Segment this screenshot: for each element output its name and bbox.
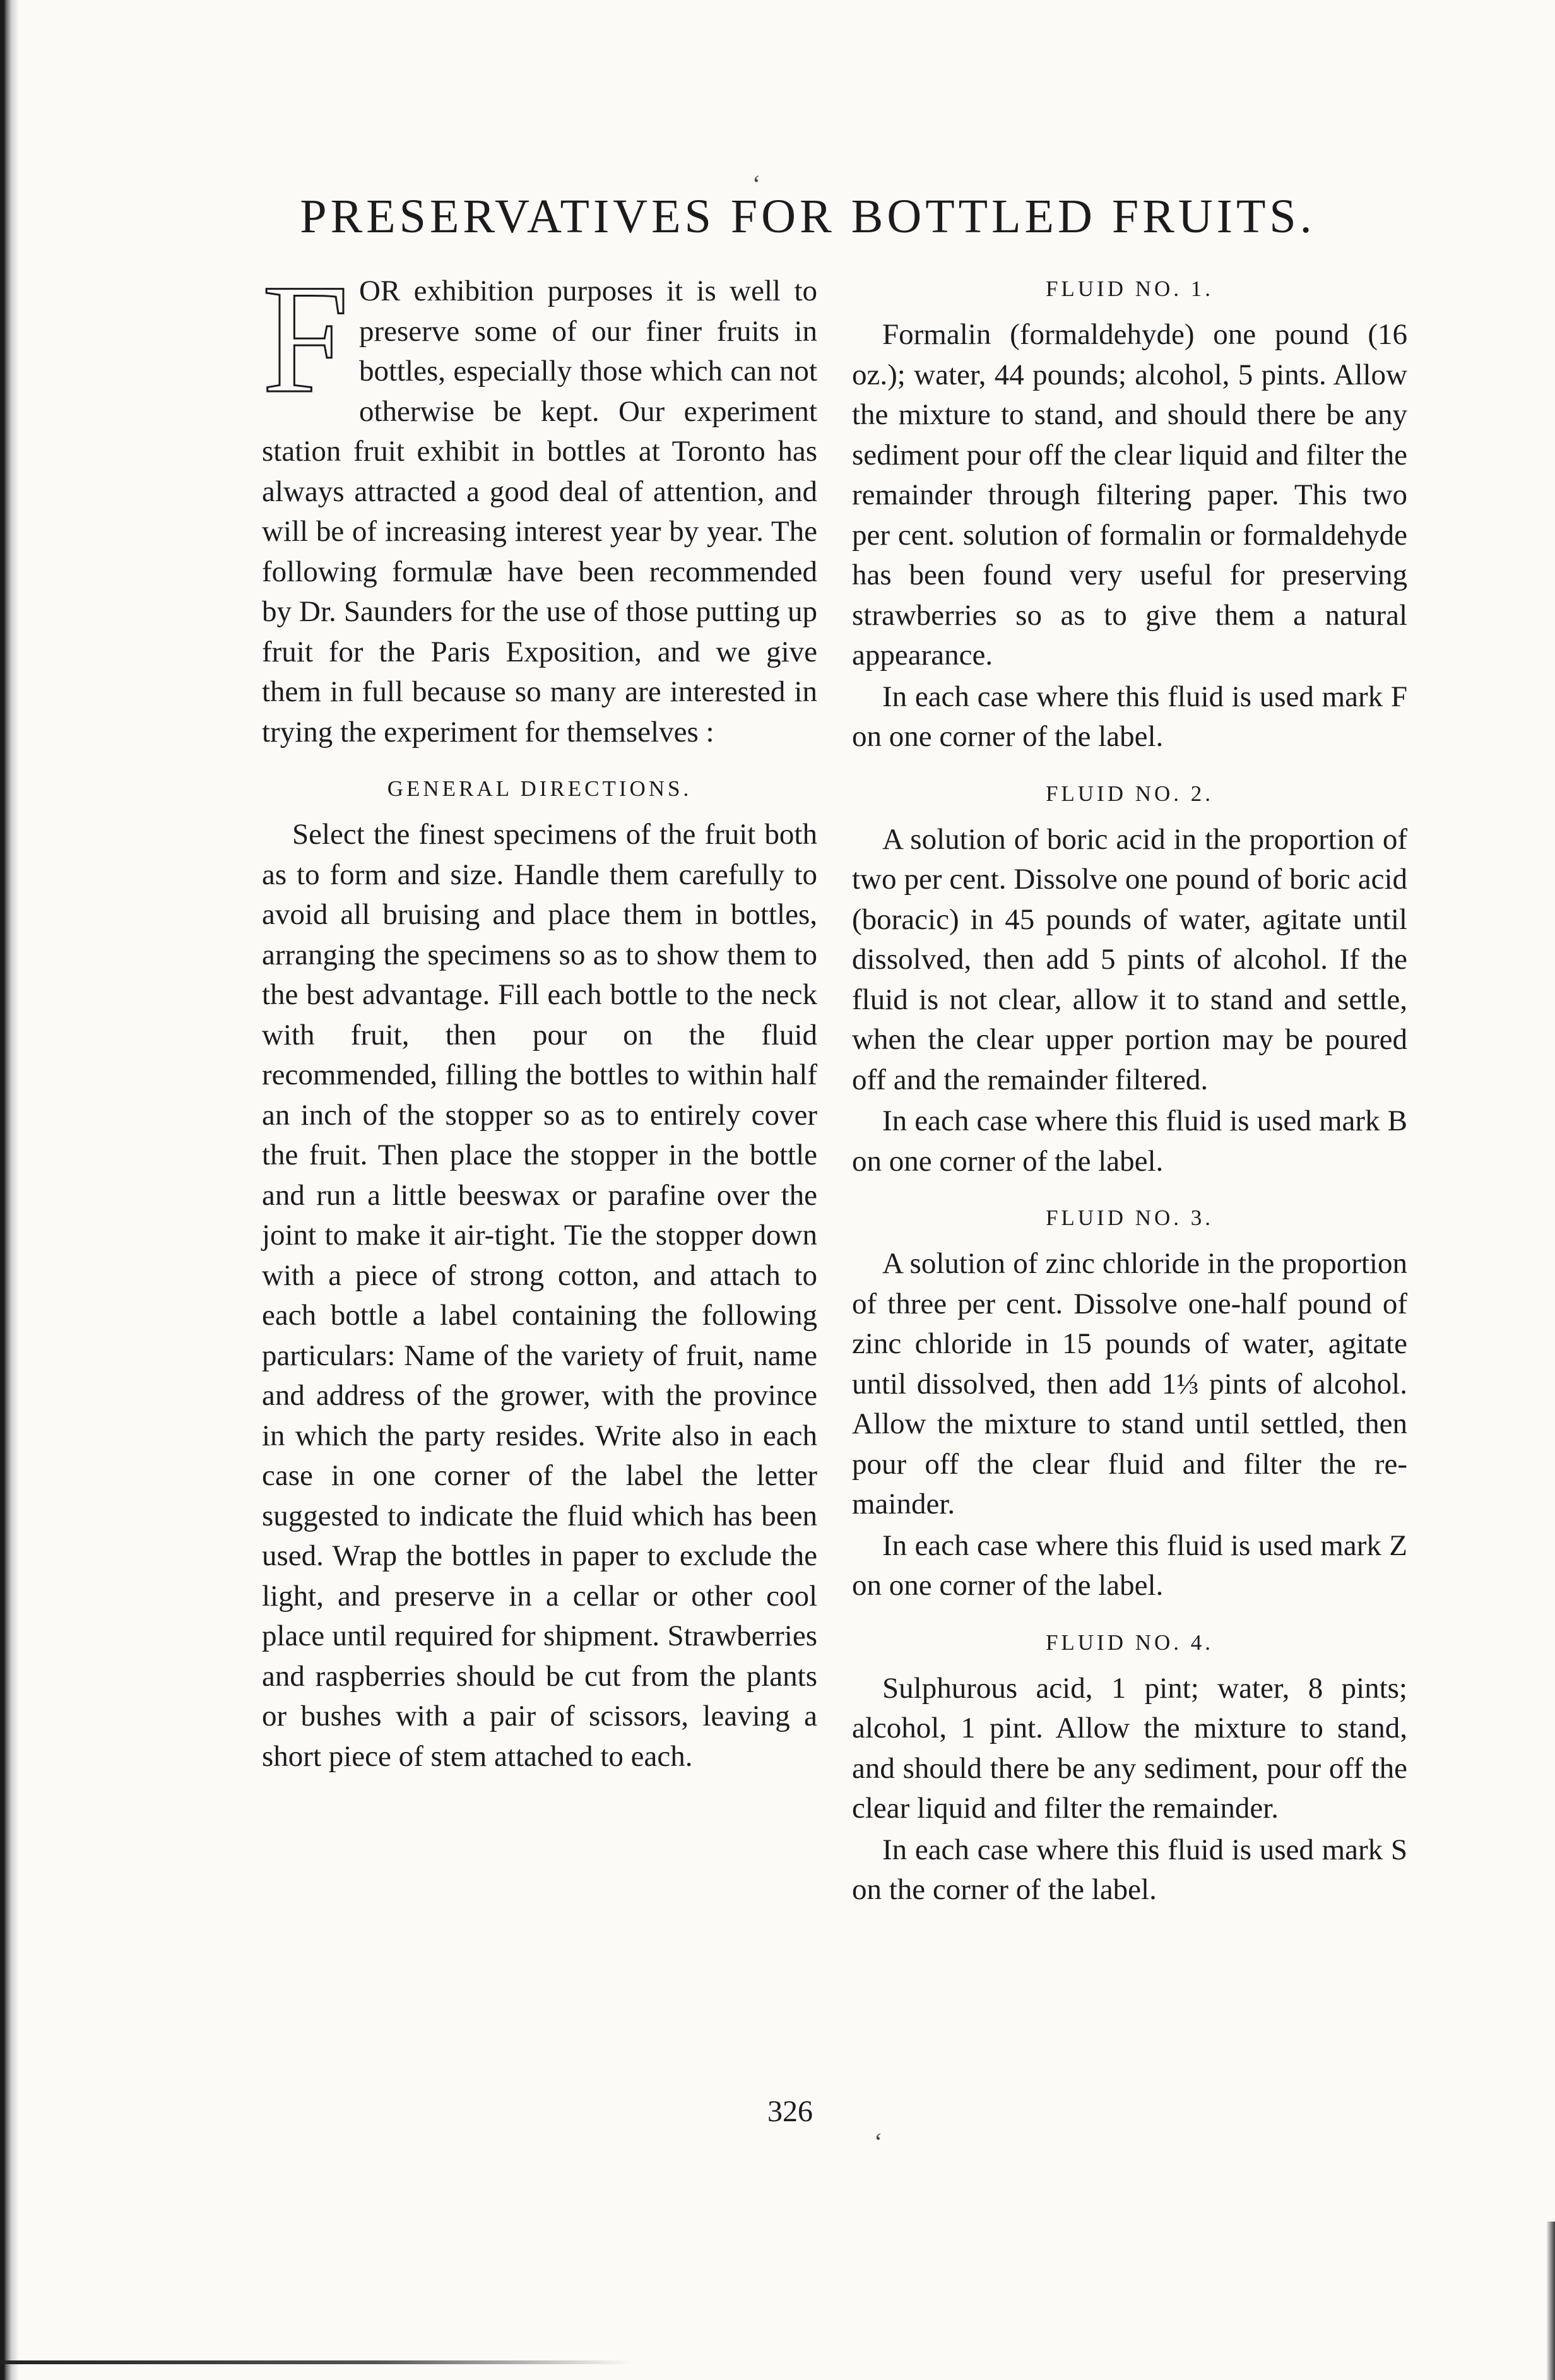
- left-binding-edge: [0, 0, 19, 2380]
- right-column: [852, 271, 1407, 1912]
- page-title: PRESERVATIVES FOR BOTTLED FRUITS.: [300, 190, 1316, 243]
- bottom-scan-edge: [0, 2360, 631, 2364]
- fluid-1-paragraph: Formalin (formaldehyde) one pound (16 oz.); water, 44 pounds; alcohol, 5 pints. Allow the mixture to stand, and should there be any sediment pour off the clear liquid and filter the remainder through filtering paper. This two per cent. solution of formalin or formaldehyde has been found very useful for preserving strawberries so as to give them a natural appearance.: [852, 318, 1407, 672]
- drop-cap: F: [262, 252, 349, 425]
- fluid-3-paragraph: A solution of zinc chloride in the proportion of three per cent. Dissolve one-half pound of zinc chloride in 15 pounds of water, agitate until dissolved, then add 1⅓ pints of alcohol. Allow the mixture to stand until settled, then pour off the clear fluid and filter the remainder.: [852, 1247, 1407, 1520]
- intro-paragraph: [262, 252, 817, 752]
- section-heading-fluid-4: FLUID NO. 4.: [1045, 1630, 1214, 1655]
- fluid-4-mark-paragraph: In each case where this fluid is used mark S on the corner of the label.: [852, 1833, 1407, 1906]
- section-heading-fluid-3: FLUID NO. 3.: [1045, 1205, 1214, 1230]
- page-number: 326: [767, 2095, 813, 2128]
- fluid-2-mark-paragraph: In each case where this fluid is used mark B on one corner of the label.: [852, 1104, 1407, 1178]
- section-heading-fluid-2: FLUID NO. 2.: [1045, 781, 1214, 806]
- intro-text: OR exhibition purposes it is well to preserve some of our finer fruits in bottles, especially those which can not otherwise be kept. Our experiment station fruit exhibit in bottles at Toronto has always attracted a good deal of attention, and will be of increasing interest year by year. The following formulæ have been recommended by Dr. Saunders for the use of those putting up fruit for the Paris Exposition, and we give them in full because so many are interested in trying the experiment for themselves :: [262, 275, 817, 749]
- left-column: [262, 252, 817, 1778]
- section-heading-general-directions: GENERAL DIRECTIONS.: [387, 776, 692, 801]
- general-directions-paragraph: Select the finest specimens of the fruit both as to form and size. Handle them carefully to avoid all bruising and place them in bottles, arranging the specimens so as to show them to the best advantage. Fill each bottle to the neck with fruit, then pour on the fluid recommended, filling the bottles to within half an inch of the stopper so as to entirely cover the fruit. Then place the stopper in the bottle and run a little beeswax or parafine over the joint to make it air-tight. Tie the stopper down with a piece of strong cotton, and attach to each bottle a label containing the following particulars: Name of the variety of fruit, name and address of the grower, with the province in which the party resides. Write also in each case in one corner of the label the letter suggested to indicate the fluid which has been used. Wrap the bottles in paper to exclude the light, and preserve in a cellar or other cool place until required for shipment. Strawberries and raspberries should be cut from the plants or bushes with a pair of scissors, leaving a short piece of stem attached to each.: [262, 818, 817, 1773]
- fluid-4-paragraph: Sulphurous acid, 1 pint; water, 8 pints; alcohol, 1 pint. Allow the mixture to stand, and should there be any sediment, pour off the clear liquid and filter the remainder.: [852, 1671, 1407, 1825]
- scan-mark: ‘: [874, 2128, 883, 2156]
- fluid-1-mark-paragraph: In each case where this fluid is used mark F on one corner of the label.: [852, 680, 1407, 753]
- right-binding-edge: [1546, 2222, 1555, 2380]
- fluid-2-paragraph: A solution of boric acid in the proportion of two per cent. Dissolve one pound of boric acid (boracic) in 45 pounds of water, agitate until dissolved, then add 5 pints of alcohol. If the fluid is not clear, allow it to stand and settle, when the clear upper portion may be poured off and the remainder filtered.: [852, 822, 1407, 1096]
- fluid-3-mark-paragraph: In each case where this fluid is used mark Z on one corner of the label.: [852, 1529, 1407, 1602]
- section-heading-fluid-1: FLUID NO. 1.: [1045, 276, 1214, 301]
- scan-mark: ‘: [752, 170, 761, 198]
